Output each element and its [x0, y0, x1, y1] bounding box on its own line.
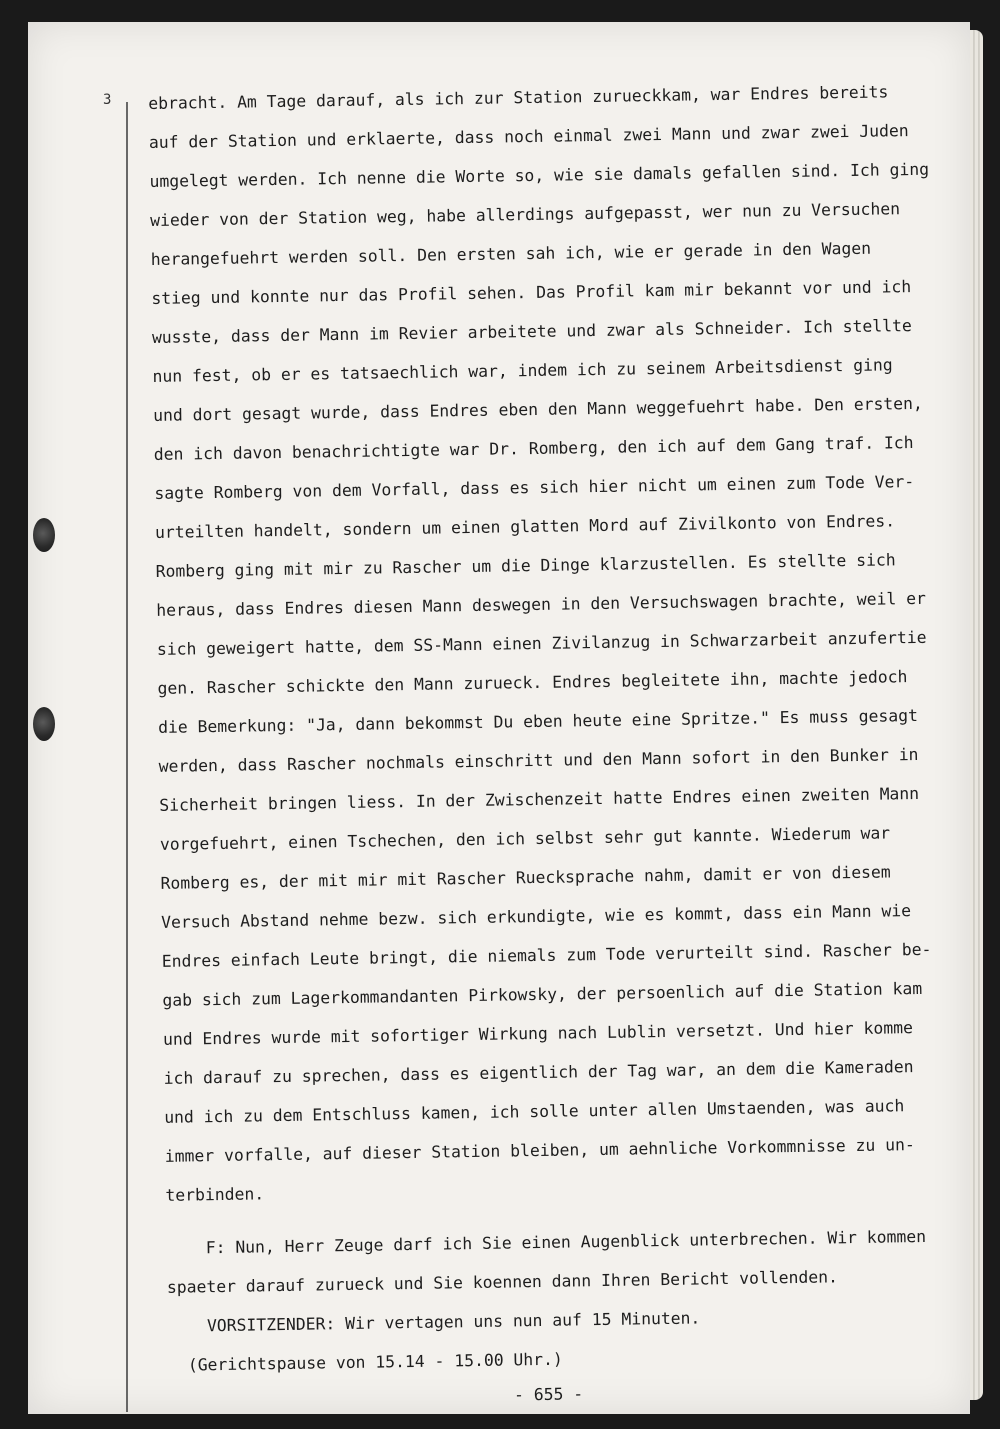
text-line: wieder von der Station weg, habe allerdings aufgepasst, wer nun zu Versuchen	[149, 199, 901, 230]
text-line: Versuch Abstand nehme bezw. sich erkundigte, wie es kommt, dass ein Mann wie	[161, 901, 912, 932]
question-line: spaeter darauf zurueck und Sie koennen dann Ihren Bericht vollenden.	[166, 1267, 839, 1297]
typed-text	[148, 72, 932, 1420]
text-line: stieg und konnte nur das Profil sehen. Das Profil kam mir bekannt vor und ich	[151, 277, 912, 308]
text-line: Sicherheit bringen liess. In der Zwischenzeit hatte Endres einen zweiten Mann	[159, 783, 920, 815]
margin-line	[126, 102, 128, 1412]
document-page	[28, 22, 970, 1414]
text-line: und ich zu dem Entschluss kamen, ich solle unter allen Umstaenden, was auch	[164, 1096, 905, 1127]
text-line: sagte Romberg von dem Vorfall, dass es sich hier nicht um einen zum Tode Ver-	[154, 472, 915, 503]
text-line: wusste, dass der Mann im Revier arbeitete und zwar als Schneider. Ich stellte	[151, 316, 912, 347]
text-line: terbinden.	[165, 1184, 265, 1205]
text-line: gen. Rascher schickte den Mann zurueck. Endres begleitete ihn, machte jedoch	[157, 667, 908, 698]
text-line: Romberg ging mit mir zu Rascher um die Dinge klarzustellen. Es stellte sich	[155, 550, 896, 581]
text-line: vorgefuehrt, einen Tschechen, den ich selbst sehr gut kannte. Wiederum war	[159, 823, 891, 854]
text-line: nun fest, ob er es tatsaechlich war, indem ich zu seinem Arbeitsdienst ging	[152, 355, 893, 386]
page-number: - 655 -	[513, 1384, 584, 1405]
text-line: immer vorfalle, auf dieser Station bleiben, um aehnliche Vorkommnisse zu un-	[164, 1135, 915, 1166]
text-line: gab sich zum Lagerkommandanten Pirkowsky, der persoenlich auf die Station kam	[162, 978, 923, 1010]
text-line: den ich davon benachrichtigte war Dr. Romberg, den ich auf dem Gang traf. Ich	[153, 433, 914, 464]
corner-mark: 3	[103, 92, 112, 108]
text-line: ich darauf zu sprechen, dass es eigentlich der Tag war, an dem die Kameraden	[163, 1057, 914, 1088]
text-line: und dort gesagt wurde, dass Endres eben den Mann weggefuehrt habe. Den ersten,	[153, 393, 923, 425]
text-line: Romberg es, der mit mir mit Rascher Ruecksprache nahm, damit er von diesem	[160, 862, 891, 893]
text-line: werden, dass Rascher nochmals einschritt und den Mann sofort in den Bunker in	[158, 744, 919, 776]
punch-hole	[33, 707, 55, 741]
text-line: ebracht. Am Tage darauf, als ich zur Station zurueckkam, war Endres bereits	[148, 82, 889, 113]
text-line: umgelegt werden. Ich nenne die Worte so, wie sie damals gefallen sind. Ich ging	[149, 159, 930, 191]
text-line: auf der Station und erklaerte, dass noch einmal zwei Mann und zwar zwei Juden	[148, 121, 909, 152]
text-line: die Bemerkung: "Ja, dann bekommst Du eben heute eine Spritze." Es muss gesagt	[157, 705, 919, 737]
testimony-body	[148, 72, 932, 1215]
text-line: und Endres wurde mit sofortiger Wirkung nach Lublin versetzt. Und hier komme	[162, 1018, 914, 1049]
text-line: sich geweigert hatte, dem SS-Mann einen Zivilanzug in Schwarzarbeit anzufertie	[156, 627, 927, 659]
punch-hole	[33, 518, 55, 552]
text-line: urteilten handelt, sondern um einen glatten Mord auf Zivilkonto von Endres.	[154, 511, 896, 542]
text-line: herangefuehrt werden soll. Den ersten sah ich, wie er gerade in den Wagen	[150, 238, 872, 269]
recess-note: (Gerichtspause von 15.14 - 15.00 Uhr.)	[167, 1349, 563, 1375]
text-line: heraus, dass Endres diesen Mann deswegen in den Versuchswagen brachte, weil er	[156, 588, 927, 620]
text-line: Endres einfach Leute bringt, die niemals zum Tode verurteilt sind. Rascher be-	[161, 939, 932, 971]
chair-statement: VORSITZENDER: Wir vertagen uns nun auf 15 Minuten.	[167, 1308, 701, 1336]
question-line: F: Nun, Herr Zeuge darf ich Sie einen Augenblick unterbrechen. Wir kommen	[166, 1226, 927, 1258]
question-block	[166, 1217, 927, 1307]
